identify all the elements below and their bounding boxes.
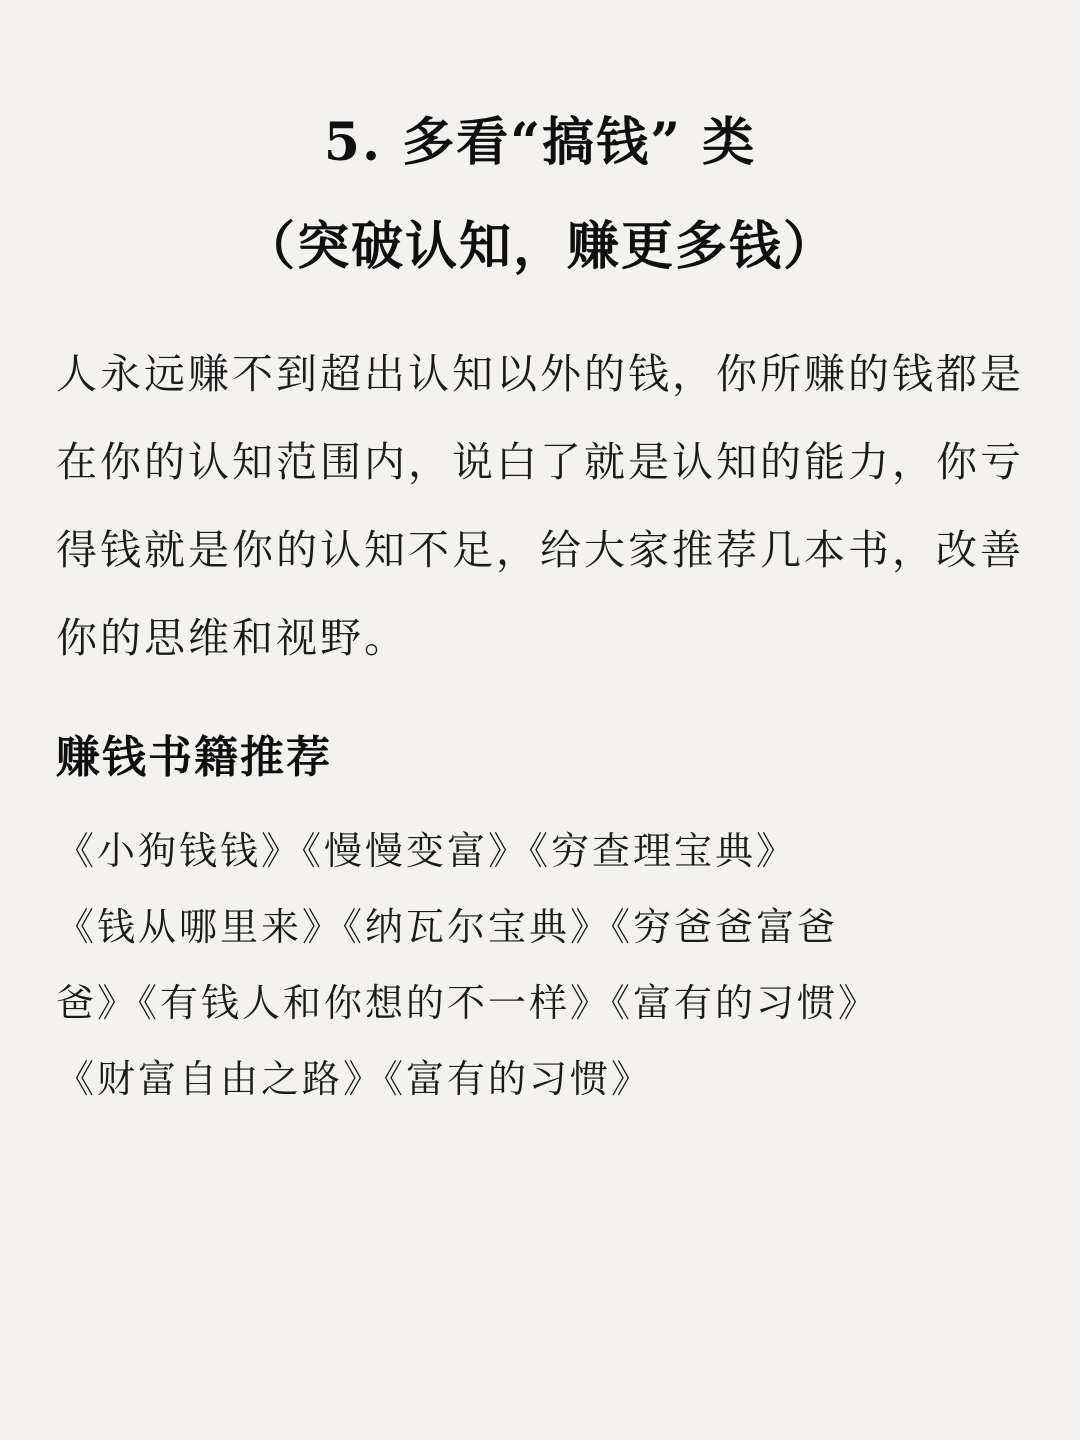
book-list bbox=[56, 813, 1024, 1117]
book-list-line: 《小狗钱钱》《慢慢变富》《穷查理宝典》 bbox=[56, 829, 798, 873]
book-list-line: 《钱从哪里来》《纳瓦尔宝典》《穷爸爸富爸 bbox=[56, 905, 839, 949]
book-recommendation-heading: 赚钱书籍推荐 bbox=[56, 732, 332, 783]
book-list-line: 《财富自由之路》《富有的习惯》 bbox=[56, 1057, 653, 1101]
title-line-2: （突破认知，赚更多钱） bbox=[242, 216, 837, 277]
intro-paragraph: 人永远赚不到超出认知以外的钱，你所赚的钱都是在你的认知范围内，说白了就是认知的能力，你亏得钱就是你的认知不足，给大家推荐几本书，改善你的思维和视野。 bbox=[56, 350, 1024, 662]
title-line-1: 5. 多看“搞钱” 类 bbox=[323, 112, 757, 173]
book-list-line: 爸》《有钱人和你想的不一样》《富有的习惯》 bbox=[56, 981, 880, 1025]
